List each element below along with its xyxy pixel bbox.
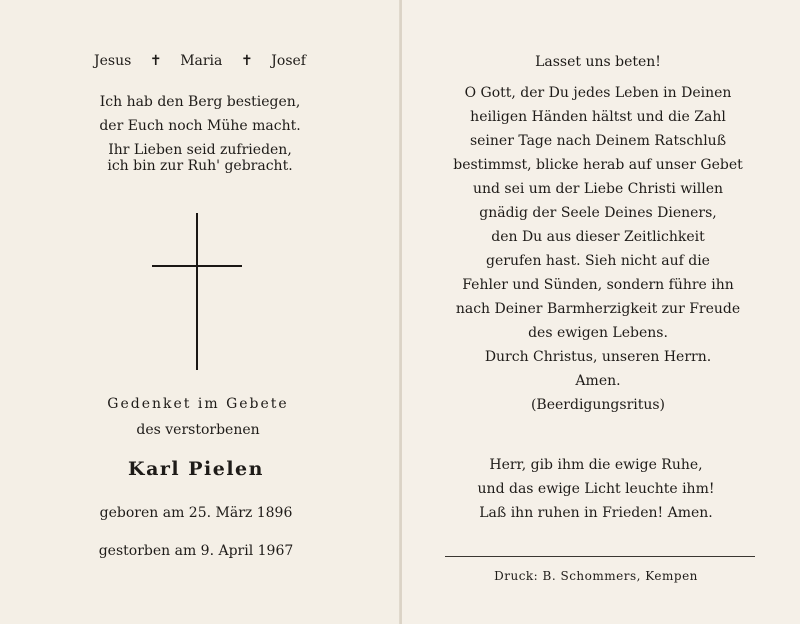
closing-line-3: Laß ihn ruhen in Frieden! Amen. bbox=[479, 505, 713, 521]
prayer-line-12: Durch Christus, unseren Herrn. bbox=[484, 349, 712, 365]
closing-line-2: und das ewige Licht leuchte ihm! bbox=[477, 481, 715, 497]
prayer-invitation: Lasset uns beten! bbox=[535, 54, 661, 70]
header-josef: Josef bbox=[271, 53, 306, 69]
closing-line-1: Herr, gib ihm die ewige Ruhe, bbox=[489, 457, 703, 473]
prayer-line-2: heiligen Händen hältst und die Zahl bbox=[470, 109, 726, 125]
remember-heading: Gedenket im Gebete bbox=[107, 396, 289, 412]
death-date: gestorben am 9. April 1967 bbox=[98, 543, 294, 559]
poem-line-3: Ihr Lieben seid zufrieden, bbox=[108, 142, 292, 158]
deceased-name: Karl Pielen bbox=[128, 458, 264, 480]
printer-credit: Druck: B. Schommers, Kempen bbox=[494, 569, 698, 583]
prayer-source: (Beerdigungsritus) bbox=[530, 397, 666, 413]
birth-date: geboren am 25. März 1896 bbox=[99, 505, 293, 521]
prayer-line-7: den Du aus dieser Zeitlichkeit bbox=[491, 229, 705, 245]
prayer-line-1: O Gott, der Du jedes Leben in Deinen bbox=[464, 85, 732, 101]
printer-divider bbox=[445, 556, 755, 557]
poem-line-4: ich bin zur Ruh' gebracht. bbox=[107, 158, 293, 174]
prayer-amen: Amen. bbox=[575, 373, 621, 389]
header-jesus-maria-josef bbox=[94, 51, 306, 71]
prayer-line-8: gerufen hast. Sieh nicht auf die bbox=[486, 253, 710, 269]
cross-icon bbox=[152, 213, 242, 370]
prayer-line-3: seiner Tage nach Deinem Ratschluß bbox=[469, 133, 727, 149]
header-cross-1: ✝ bbox=[149, 53, 162, 69]
header-maria: Maria bbox=[180, 53, 223, 69]
prayer-line-10: nach Deiner Barmherzigkeit zur Freude bbox=[455, 301, 741, 317]
poem-line-2: der Euch noch Mühe macht. bbox=[99, 118, 301, 134]
poem-line-1: Ich hab den Berg bestiegen, bbox=[99, 94, 301, 110]
prayer-line-6: gnädig der Seele Deines Dieners, bbox=[479, 205, 717, 221]
prayer-line-5: und sei um der Liebe Christi willen bbox=[472, 181, 724, 197]
prayer-line-9: Fehler und Sünden, sondern führe ihn bbox=[462, 277, 734, 293]
prayer-line-4: bestimmst, blicke herab auf unser Gebet bbox=[453, 157, 743, 173]
header-cross-2: ✝ bbox=[240, 53, 253, 69]
deceased-intro: des verstorbenen bbox=[136, 422, 260, 438]
header-jesus: Jesus bbox=[94, 53, 132, 69]
prayer-line-11: des ewigen Lebens. bbox=[528, 325, 668, 341]
